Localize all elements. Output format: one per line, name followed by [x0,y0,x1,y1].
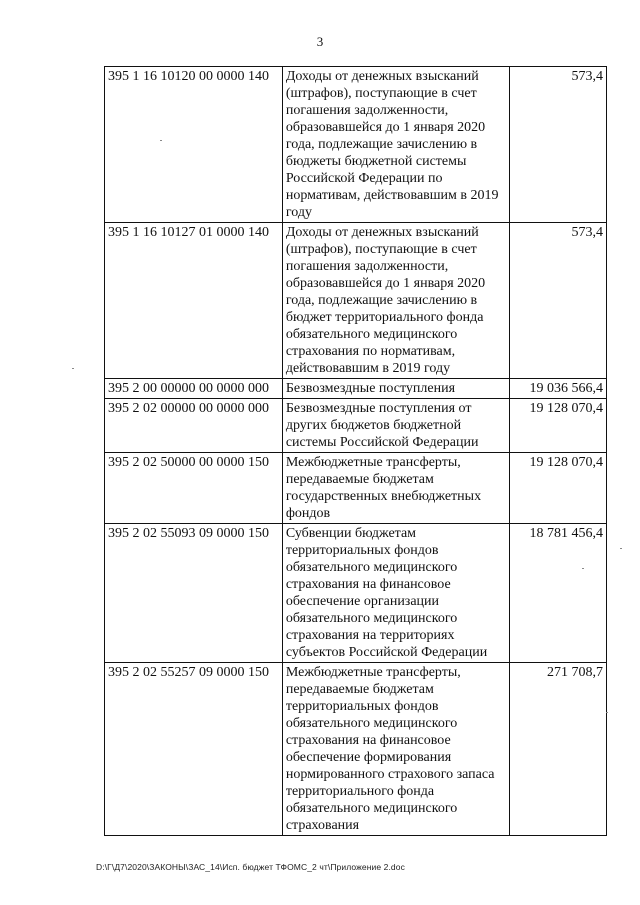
revenue-name-cell: Субвенции бюджетам территориальных фондов обязательного медицинского страхования на финансовое обеспечение организации обязательного медицинского страхования на территориях субъектов Российской Федерации [282,524,509,663]
budget-code-cell: 395 2 02 50000 00 0000 150 [105,453,283,524]
scan-speck [582,568,584,569]
amount-cell: 19 036 566,4 [510,379,607,399]
budget-code-cell: 395 1 16 10120 00 0000 140 [105,67,283,223]
table-row [105,663,607,836]
budget-code-cell: 395 1 16 10127 01 0000 140 [105,223,283,379]
revenue-name-cell: Доходы от денежных взысканий (штрафов), поступающие в счет погашения задолженности, образовавшейся до 1 января 2020 года, подлежащие зачислению в бюджеты бюджетной системы Российской Федерации по нормативам, действовавшим в 2019 году [282,67,509,223]
revenue-name-cell: Безвозмездные поступления [282,379,509,399]
revenue-name-cell: Доходы от денежных взысканий (штрафов), поступающие в счет погашения задолженности, образовавшейся до 1 января 2020 года, подлежащие зачислению в бюджет территориального фонда обязательного медицинского страхования по нормативам, действовавшим в 2019 году [282,223,509,379]
table-row [105,379,607,399]
scan-speck [160,140,162,141]
budget-code-cell: 395 2 02 55093 09 0000 150 [105,524,283,663]
amount-cell: 18 781 456,4 [510,524,607,663]
table-row [105,399,607,453]
table-row [105,453,607,524]
amount-cell: 573,4 [510,223,607,379]
scan-speck [72,368,74,369]
budget-code-cell: 395 2 02 00000 00 0000 000 [105,399,283,453]
amount-cell: 573,4 [510,67,607,223]
scan-speck [620,548,622,549]
revenue-name-cell: Безвозмездные поступления от других бюджетов бюджетной системы Российской Федерации [282,399,509,453]
amount-cell: 19 128 070,4 [510,453,607,524]
table-row [105,524,607,663]
amount-cell: 271 708,7 [510,663,607,836]
scan-speck [606,712,608,713]
amount-cell: 19 128 070,4 [510,399,607,453]
file-path-footer: D:\Г\Д7\2020\ЗАКОНЫ\ЗАС_14\Исп. бюджет ТФОМС_2 чт\Приложение 2.doc [96,862,405,872]
page-number: 3 [316,34,324,49]
budget-code-cell: 395 2 02 55257 09 0000 150 [105,663,283,836]
revenue-name-cell: Межбюджетные трансферты, передаваемые бюджетам государственных внебюджетных фондов [282,453,509,524]
table-row [105,223,607,379]
budget-code-cell: 395 2 00 00000 00 0000 000 [105,379,283,399]
revenue-name-cell: Межбюджетные трансферты, передаваемые бюджетам территориальных фондов обязательного медицинского страхования на финансовое обеспечение формирования нормированного страхового запаса территориального фонда обязательного медицинского страхования [282,663,509,836]
budget-revenue-table [104,66,607,836]
table-row [105,67,607,223]
